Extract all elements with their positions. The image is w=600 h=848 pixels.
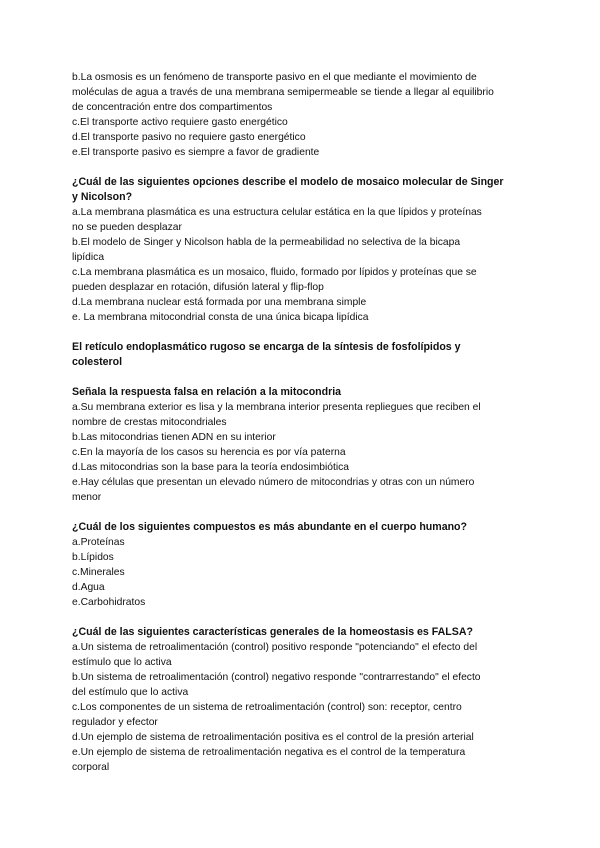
question-title: El retículo endoplasmático rugoso se encarga de la síntesis de fosfolípidos y xyxy=(72,341,461,353)
question-title: ¿Cuál de los siguientes compuestos es más abundante en el cuerpo humano? xyxy=(72,521,467,533)
option-c: c.La membrana plasmática es un mosaico, fluido, formado por lípidos y proteínas que se xyxy=(72,267,477,278)
question-title: ¿Cuál de las siguientes opciones describe el modelo de mosaico molecular de Singer xyxy=(72,176,504,188)
option-b: b.Las mitocondrias tienen ADN en su interior xyxy=(72,432,276,443)
option-b: lipídica xyxy=(72,252,105,263)
question-compuestos xyxy=(72,520,532,610)
question-title: ¿Cuál de las siguientes características generales de la homeostasis es FALSA? xyxy=(72,626,473,638)
question-title: Señala la respuesta falsa en relación a la mitocondria xyxy=(72,386,342,398)
question-homeostasis xyxy=(72,625,532,775)
spacer xyxy=(72,505,532,520)
spacer xyxy=(72,325,532,340)
option-c: pueden desplazar en rotación, difusión lateral y flip-flop xyxy=(72,282,324,293)
option-a: a.La membrana plasmática es una estructura celular estática en la que lípidos y proteínas xyxy=(72,207,482,218)
question-title: colesterol xyxy=(72,356,123,368)
option-c: c.Los componentes de un sistema de retroalimentación (control) son: receptor, centro xyxy=(72,702,462,713)
option-e: menor xyxy=(72,492,102,503)
option-d: d.Agua xyxy=(72,582,105,593)
spacer xyxy=(72,610,532,625)
option-d: d.Las mitocondrias son la base para la teoría endosimbiótica xyxy=(72,462,350,473)
option-c: c.Minerales xyxy=(72,567,125,578)
option-e: e. La membrana mitocondrial consta de una única bicapa lipídica xyxy=(72,312,369,323)
text-line: b.La osmosis es un fenómeno de transporte pasivo en el que mediante el movimiento de xyxy=(72,72,477,83)
question-mosaico xyxy=(72,175,532,325)
option-d: d.La membrana nuclear está formada por una membrana simple xyxy=(72,297,367,308)
option-e: e.Hay células que presentan un elevado número de mitocondrias y otras con un número xyxy=(72,477,475,488)
option-a: nombre de crestas mitocondriales xyxy=(72,417,227,428)
option-a: estímulo que lo activa xyxy=(72,657,172,668)
spacer xyxy=(72,160,532,175)
option-b: b.El modelo de Singer y Nicolson habla de la permeabilidad no selectiva de la bicapa xyxy=(72,237,461,248)
document-content xyxy=(72,70,532,775)
option-a: no se pueden desplazar xyxy=(72,222,182,233)
option-e: corporal xyxy=(72,762,110,773)
option-b: del estímulo que lo activa xyxy=(72,687,189,698)
text-line: moléculas de agua a través de una membrana semipermeable se tiende a llegar al equilibrio xyxy=(72,87,494,98)
option-a: a.Un sistema de retroalimentación (control) positivo responde "potenciando" el efecto del xyxy=(72,642,478,653)
option-d: d.El transporte pasivo no requiere gasto energético xyxy=(72,132,306,143)
question-reticulo xyxy=(72,340,532,370)
option-e: e.El transporte pasivo es siempre a favor de gradiente xyxy=(72,147,320,158)
option-b: b.Un sistema de retroalimentación (control) negativo responde "contrarrestando" el efecto xyxy=(72,672,481,683)
option-a: a.Su membrana exterior es lisa y la membrana interior presenta repliegues que reciben el xyxy=(72,402,481,413)
option-b: b.Lípidos xyxy=(72,552,114,563)
option-a: a.Proteínas xyxy=(72,537,125,548)
option-c: regulador y efector xyxy=(72,717,158,728)
option-e: e.Carbohidratos xyxy=(72,597,146,608)
text-line: de concentración entre dos compartimentos xyxy=(72,102,273,113)
spacer xyxy=(72,370,532,385)
option-c: c.En la mayoría de los casos su herencia es por vía paterna xyxy=(72,447,346,458)
option-d: d.Un ejemplo de sistema de retroalimentación positiva es el control de la presión arterial xyxy=(72,732,474,743)
question-mitocondria xyxy=(72,385,532,505)
option-b xyxy=(72,70,532,115)
option-e: e.Un ejemplo de sistema de retroalimentación negativa es el control de la temperatura xyxy=(72,747,466,758)
question-title: y Nicolson? xyxy=(72,191,133,203)
option-c: c.El transporte activo requiere gasto energético xyxy=(72,117,288,128)
